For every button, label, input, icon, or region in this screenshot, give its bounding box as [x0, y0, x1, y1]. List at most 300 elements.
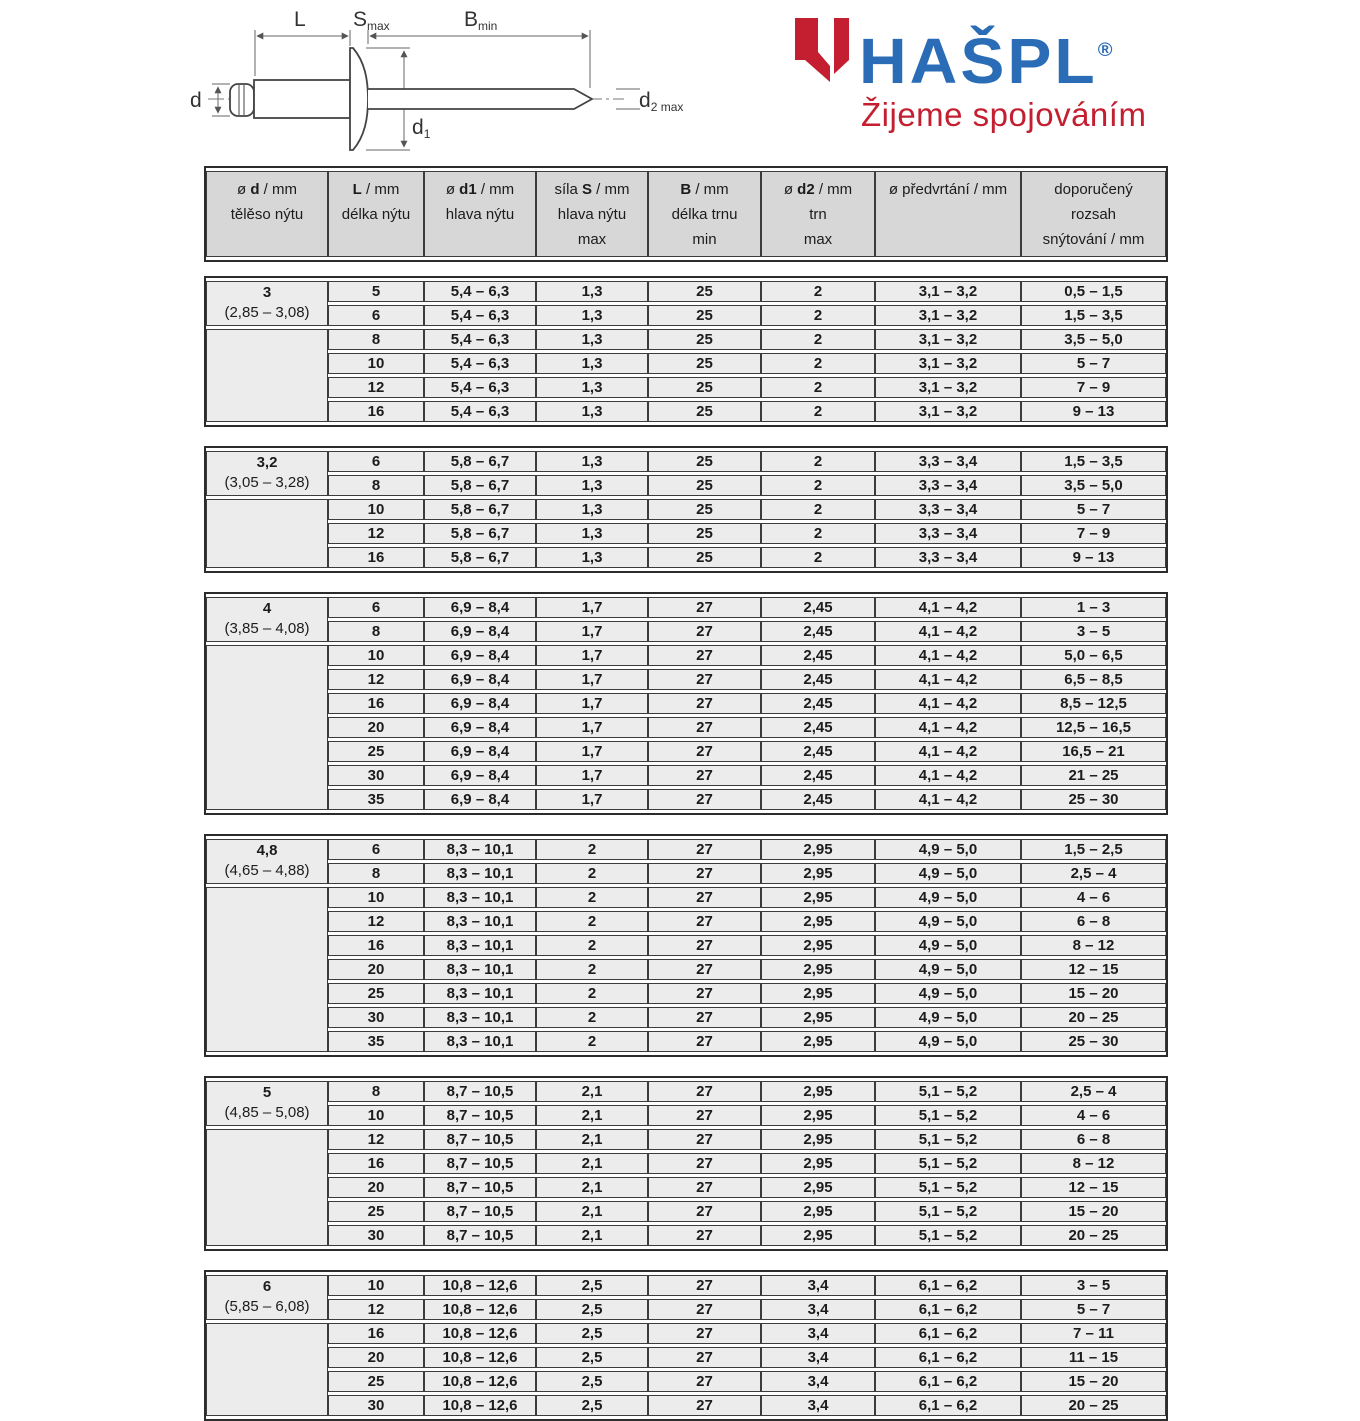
spec-value: 4,1 – 4,2 — [875, 765, 1021, 786]
spec-row — [206, 329, 1166, 350]
spec-value: 3,4 — [761, 1347, 875, 1368]
spec-value: 9 – 13 — [1021, 401, 1166, 422]
spec-row — [206, 959, 1166, 980]
spec-value: 25 – 30 — [1021, 1031, 1166, 1052]
spec-value: 6,9 – 8,4 — [424, 669, 536, 690]
spec-value: 25 — [648, 377, 761, 398]
brand-name — [859, 19, 1113, 97]
spec-value: 12,5 – 16,5 — [1021, 717, 1166, 738]
spec-value: 7 – 11 — [1021, 1323, 1166, 1344]
spec-group-table — [204, 276, 1168, 427]
spec-value: 15 – 20 — [1021, 983, 1166, 1004]
spec-value: 4,9 – 5,0 — [875, 935, 1021, 956]
spec-value: 5,1 – 5,2 — [875, 1201, 1021, 1222]
header-text: max — [577, 231, 607, 248]
spec-value: 3,3 – 3,4 — [875, 475, 1021, 496]
spec-value: 20 – 25 — [1021, 1395, 1166, 1416]
spec-value: 2 — [536, 887, 648, 908]
spec-value: 2,95 — [761, 935, 875, 956]
spec-value: 2 — [761, 475, 875, 496]
rivet-diameter-range: (5,85 – 6,08) — [224, 1298, 310, 1315]
header-text: délka trnu — [671, 206, 738, 223]
spec-value: 2 — [761, 353, 875, 374]
spec-value: 27 — [648, 1201, 761, 1222]
spec-value: 20 – 25 — [1021, 1007, 1166, 1028]
spec-value: 25 — [648, 451, 761, 472]
spec-value: 3,4 — [761, 1323, 875, 1344]
header-symbol: L — [352, 181, 362, 198]
spec-value: 12 — [328, 1129, 424, 1150]
spec-value: 2,45 — [761, 717, 875, 738]
col-header-predvrtani — [875, 171, 1021, 257]
spec-value: 3,4 — [761, 1371, 875, 1392]
spec-value: 5,1 – 5,2 — [875, 1081, 1021, 1102]
spec-row — [206, 839, 1166, 860]
spec-value: 4,9 – 5,0 — [875, 911, 1021, 932]
spec-value: 1 – 3 — [1021, 597, 1166, 618]
spec-value: 25 — [328, 741, 424, 762]
spec-value: 2,95 — [761, 887, 875, 908]
spec-value: 25 — [648, 281, 761, 302]
spec-value: 10,8 – 12,6 — [424, 1275, 536, 1296]
dim-label-d1: d1 — [412, 116, 431, 141]
spec-value: 27 — [648, 839, 761, 860]
dim-label-d2: d2 max — [639, 89, 684, 114]
rivet-diameter: 3 — [262, 284, 272, 301]
spec-value: 5,4 – 6,3 — [424, 305, 536, 326]
spec-value: 1,5 – 3,5 — [1021, 305, 1166, 326]
spec-value: 5,0 – 6,5 — [1021, 645, 1166, 666]
spec-row — [206, 1299, 1166, 1320]
spec-value: 6 — [328, 451, 424, 472]
header-text: min — [692, 231, 717, 248]
spec-value: 2,95 — [761, 983, 875, 1004]
spec-value: 3,3 – 3,4 — [875, 499, 1021, 520]
spec-value: 27 — [648, 1153, 761, 1174]
spec-value: 10 — [328, 1105, 424, 1126]
spec-value: 2,1 — [536, 1153, 648, 1174]
spec-value: 4,1 – 4,2 — [875, 693, 1021, 714]
spec-value: 25 — [328, 1371, 424, 1392]
spec-value: 25 — [328, 1201, 424, 1222]
spec-value: 25 — [648, 353, 761, 374]
spec-value: 6,1 – 6,2 — [875, 1299, 1021, 1320]
spec-value: 2,95 — [761, 1081, 875, 1102]
spec-value: 30 — [328, 1395, 424, 1416]
spec-value: 5 – 7 — [1021, 1299, 1166, 1320]
spec-value: 4,9 – 5,0 — [875, 863, 1021, 884]
spec-value: 1,3 — [536, 499, 648, 520]
header-text: / mm — [476, 181, 515, 198]
group-filler-cell — [206, 887, 328, 1052]
spec-value: 21 – 25 — [1021, 765, 1166, 786]
header-text: trn — [809, 206, 827, 223]
spec-value: 27 — [648, 789, 761, 810]
spec-row — [206, 669, 1166, 690]
spec-value: 2,45 — [761, 669, 875, 690]
brand-text: HAŠPL — [859, 24, 1098, 97]
header-text: ø — [236, 181, 251, 198]
spec-value: 5 — [328, 281, 424, 302]
spec-value: 27 — [648, 887, 761, 908]
spec-value: 3 – 5 — [1021, 621, 1166, 642]
spec-value: 8,3 – 10,1 — [424, 863, 536, 884]
spec-row — [206, 353, 1166, 374]
spec-value: 3,3 – 3,4 — [875, 523, 1021, 544]
spec-row — [206, 1177, 1166, 1198]
spec-row — [206, 741, 1166, 762]
header-text: tělěso nýtu — [230, 206, 304, 223]
spec-value: 1,7 — [536, 645, 648, 666]
spec-value: 6,9 – 8,4 — [424, 693, 536, 714]
spec-value: 2,45 — [761, 789, 875, 810]
spec-value: 1,3 — [536, 547, 648, 568]
spec-value: 1,7 — [536, 741, 648, 762]
spec-value: 10 — [328, 353, 424, 374]
spec-value: 5 – 7 — [1021, 353, 1166, 374]
spec-value: 1,3 — [536, 475, 648, 496]
spec-value: 27 — [648, 1081, 761, 1102]
spec-value: 8,7 – 10,5 — [424, 1129, 536, 1150]
spec-value: 16 — [328, 935, 424, 956]
spec-value: 27 — [648, 1299, 761, 1320]
spec-value: 25 — [648, 547, 761, 568]
spec-group-table — [204, 1076, 1168, 1251]
spec-value: 4,1 – 4,2 — [875, 717, 1021, 738]
spec-value: 7 – 9 — [1021, 377, 1166, 398]
spec-value: 6,1 – 6,2 — [875, 1371, 1021, 1392]
header-text: délka nýtu — [341, 206, 411, 223]
spec-value: 3,1 – 3,2 — [875, 377, 1021, 398]
spec-value: 12 — [328, 669, 424, 690]
spec-value: 12 – 15 — [1021, 959, 1166, 980]
group-filler-cell — [206, 329, 328, 422]
spec-value: 2,95 — [761, 1225, 875, 1246]
spec-value: 5,4 – 6,3 — [424, 353, 536, 374]
spec-value: 2,95 — [761, 911, 875, 932]
spec-value: 27 — [648, 621, 761, 642]
spec-header-table — [204, 166, 1168, 262]
spec-value: 6,1 – 6,2 — [875, 1275, 1021, 1296]
spec-value: 12 — [328, 523, 424, 544]
spec-value: 8,7 – 10,5 — [424, 1153, 536, 1174]
spec-value: 1,3 — [536, 523, 648, 544]
spec-value: 8,5 – 12,5 — [1021, 693, 1166, 714]
spec-value: 25 — [328, 983, 424, 1004]
rivet-size-cell — [206, 451, 328, 496]
rivet-size-cell — [206, 839, 328, 884]
spec-value: 27 — [648, 1129, 761, 1150]
spec-value: 35 — [328, 1031, 424, 1052]
spec-row — [206, 1201, 1166, 1222]
spec-value: 27 — [648, 765, 761, 786]
spec-value: 15 – 20 — [1021, 1201, 1166, 1222]
spec-value: 27 — [648, 983, 761, 1004]
spec-value: 27 — [648, 1007, 761, 1028]
rivet-diameter: 3,2 — [256, 454, 278, 471]
spec-group-table — [204, 446, 1168, 573]
spec-value: 27 — [648, 1323, 761, 1344]
spec-value: 16 — [328, 547, 424, 568]
spec-value: 6,9 – 8,4 — [424, 597, 536, 618]
rivet-size-cell — [206, 1081, 328, 1126]
spec-value: 8,7 – 10,5 — [424, 1201, 536, 1222]
spec-value: 8,3 – 10,1 — [424, 1007, 536, 1028]
spec-row — [206, 1371, 1166, 1392]
spec-value: 8 — [328, 329, 424, 350]
spec-row — [206, 621, 1166, 642]
header-text: snýtování / mm — [1042, 231, 1145, 248]
spec-value: 6,9 – 8,4 — [424, 741, 536, 762]
spec-value: 6 – 8 — [1021, 911, 1166, 932]
spec-row — [206, 789, 1166, 810]
spec-value: 1,3 — [536, 451, 648, 472]
header-text: doporučený — [1054, 181, 1133, 198]
spec-value: 4,1 – 4,2 — [875, 645, 1021, 666]
spec-value: 1,7 — [536, 621, 648, 642]
spec-value: 10 — [328, 499, 424, 520]
spec-row — [206, 547, 1166, 568]
col-header-d2 — [761, 171, 875, 257]
spec-row — [206, 935, 1166, 956]
group-filler-cell — [206, 1129, 328, 1246]
spec-value: 4,1 – 4,2 — [875, 621, 1021, 642]
registered-mark: ® — [1097, 39, 1113, 61]
spec-row — [206, 1153, 1166, 1174]
spec-row — [206, 1275, 1166, 1296]
spec-value: 6,5 – 8,5 — [1021, 669, 1166, 690]
spec-value: 3 – 5 — [1021, 1275, 1166, 1296]
spec-row — [206, 693, 1166, 714]
spec-row — [206, 305, 1166, 326]
spec-value: 8 — [328, 863, 424, 884]
header-text: / mm — [814, 181, 853, 198]
spec-value: 25 — [648, 523, 761, 544]
spec-value: 11 – 15 — [1021, 1347, 1166, 1368]
header-text — [878, 227, 1018, 252]
spec-value: 25 — [648, 401, 761, 422]
spec-value: 27 — [648, 1371, 761, 1392]
spec-row — [206, 765, 1166, 786]
spec-row — [206, 1007, 1166, 1028]
spec-value: 3,1 – 3,2 — [875, 281, 1021, 302]
spec-value: 2 — [536, 935, 648, 956]
header-text: ø — [783, 181, 798, 198]
spec-value: 5,4 – 6,3 — [424, 281, 536, 302]
spec-value: 5,4 – 6,3 — [424, 401, 536, 422]
spec-value: 27 — [648, 741, 761, 762]
spec-value: 3,4 — [761, 1299, 875, 1320]
spec-value: 2 — [536, 911, 648, 932]
spec-value: 6,1 – 6,2 — [875, 1395, 1021, 1416]
spec-value: 27 — [648, 645, 761, 666]
spec-value: 2 — [761, 305, 875, 326]
spec-value: 3,5 – 5,0 — [1021, 329, 1166, 350]
spec-value: 5,1 – 5,2 — [875, 1105, 1021, 1126]
spec-value: 3,3 – 3,4 — [875, 547, 1021, 568]
spec-value: 2,1 — [536, 1225, 648, 1246]
spec-value: 1,3 — [536, 377, 648, 398]
spec-value: 2,45 — [761, 765, 875, 786]
spec-value: 9 – 13 — [1021, 547, 1166, 568]
spec-value: 5,4 – 6,3 — [424, 329, 536, 350]
spec-value: 6 — [328, 305, 424, 326]
spec-value: 8,3 – 10,1 — [424, 935, 536, 956]
spec-value: 8 — [328, 475, 424, 496]
spec-group-table — [204, 592, 1168, 815]
header-text: hlava nýtu — [445, 206, 515, 223]
spec-value: 5 – 7 — [1021, 499, 1166, 520]
spec-value: 2 — [536, 983, 648, 1004]
spec-value: 2,95 — [761, 1031, 875, 1052]
group-filler-cell — [206, 499, 328, 568]
spec-value: 8,3 – 10,1 — [424, 839, 536, 860]
haspl-logo — [795, 18, 1146, 133]
header-text: / mm — [592, 181, 630, 198]
rivet-diameter: 6 — [262, 1278, 272, 1295]
spec-value: 3,1 – 3,2 — [875, 401, 1021, 422]
spec-value: 2,1 — [536, 1129, 648, 1150]
group-filler-cell — [206, 645, 328, 810]
spec-value: 8 – 12 — [1021, 1153, 1166, 1174]
spec-value: 4,9 – 5,0 — [875, 959, 1021, 980]
spec-value: 8,7 – 10,5 — [424, 1225, 536, 1246]
spec-value: 4,9 – 5,0 — [875, 887, 1021, 908]
rivet-diameter: 5 — [262, 1084, 272, 1101]
spec-value: 4,9 – 5,0 — [875, 1031, 1021, 1052]
rivet-diameter-range: (4,65 – 4,88) — [224, 862, 310, 879]
spec-value: 12 — [328, 911, 424, 932]
header-text — [427, 227, 533, 252]
group-filler-cell — [206, 1323, 328, 1416]
spec-value: 2,95 — [761, 1129, 875, 1150]
spec-value: 5,8 – 6,7 — [424, 475, 536, 496]
spec-value: 6 – 8 — [1021, 1129, 1166, 1150]
spec-value: 2,1 — [536, 1177, 648, 1198]
spec-value: 5,1 – 5,2 — [875, 1153, 1021, 1174]
spec-value: 4,9 – 5,0 — [875, 839, 1021, 860]
spec-row — [206, 401, 1166, 422]
spec-value: 10 — [328, 887, 424, 908]
spec-value: 4,9 – 5,0 — [875, 983, 1021, 1004]
spec-value: 30 — [328, 1007, 424, 1028]
spec-value: 2,95 — [761, 1105, 875, 1126]
spec-row — [206, 377, 1166, 398]
spec-value: 3,3 – 3,4 — [875, 451, 1021, 472]
spec-value: 16 — [328, 1323, 424, 1344]
spec-group-table — [204, 1270, 1168, 1421]
spec-row — [206, 1395, 1166, 1416]
spec-value: 10 — [328, 1275, 424, 1296]
spec-row — [206, 499, 1166, 520]
header-symbol: d2 — [797, 181, 815, 198]
spec-value: 2 — [536, 1007, 648, 1028]
spec-value: 8,3 – 10,1 — [424, 1031, 536, 1052]
spec-row — [206, 1129, 1166, 1150]
spec-row — [206, 1323, 1166, 1344]
spec-value: 4 – 6 — [1021, 887, 1166, 908]
spec-value: 1,7 — [536, 597, 648, 618]
spec-value: 6,9 – 8,4 — [424, 621, 536, 642]
spec-value: 2,5 – 4 — [1021, 863, 1166, 884]
rivet-outline — [230, 48, 592, 150]
brand-tagline: Žijeme spojováním — [861, 96, 1147, 133]
spec-value: 2,5 — [536, 1347, 648, 1368]
spec-value: 20 — [328, 717, 424, 738]
spec-value: 5,1 – 5,2 — [875, 1177, 1021, 1198]
spec-value: 10,8 – 12,6 — [424, 1371, 536, 1392]
header-text — [878, 202, 1018, 227]
col-header-d — [206, 171, 328, 257]
spec-value: 8 – 12 — [1021, 935, 1166, 956]
spec-value: 30 — [328, 765, 424, 786]
spec-value: 2 — [536, 1031, 648, 1052]
spec-value: 2 — [761, 329, 875, 350]
spec-value: 27 — [648, 1105, 761, 1126]
spec-value: 16 — [328, 401, 424, 422]
spec-value: 4,1 – 4,2 — [875, 741, 1021, 762]
col-header-S — [536, 171, 648, 257]
spec-row — [206, 863, 1166, 884]
spec-value: 1,7 — [536, 717, 648, 738]
spec-value: 27 — [648, 1395, 761, 1416]
spec-value: 1,7 — [536, 693, 648, 714]
spec-value: 2,45 — [761, 741, 875, 762]
header-symbol: S — [582, 181, 593, 198]
spec-value: 2,95 — [761, 1153, 875, 1174]
spec-value: 12 — [328, 1299, 424, 1320]
spec-value: 2,5 — [536, 1371, 648, 1392]
spec-value: 25 — [648, 475, 761, 496]
spec-value: 20 — [328, 959, 424, 980]
spec-value: 2,1 — [536, 1201, 648, 1222]
header-text: max — [803, 231, 833, 248]
header-text: rozsah — [1070, 206, 1117, 223]
spec-value: 27 — [648, 1347, 761, 1368]
rivet-diameter-range: (3,05 – 3,28) — [224, 474, 310, 491]
spec-value: 7 – 9 — [1021, 523, 1166, 544]
spec-value: 27 — [648, 959, 761, 980]
spec-value: 27 — [648, 935, 761, 956]
col-header-L — [328, 171, 424, 257]
spec-group-table — [204, 834, 1168, 1057]
spec-value: 6 — [328, 839, 424, 860]
header-text: ø — [445, 181, 460, 198]
rivet-diameter-range: (2,85 – 3,08) — [224, 304, 310, 321]
spec-value: 1,7 — [536, 765, 648, 786]
spec-row — [206, 1081, 1166, 1102]
spec-value: 8,3 – 10,1 — [424, 911, 536, 932]
spec-value: 2 — [761, 523, 875, 544]
spec-value: 2 — [536, 959, 648, 980]
spec-value: 5,8 – 6,7 — [424, 523, 536, 544]
spec-value: 2,5 — [536, 1275, 648, 1296]
spec-value: 25 – 30 — [1021, 789, 1166, 810]
spec-tables — [204, 166, 1164, 1421]
spec-value: 1,3 — [536, 281, 648, 302]
spec-value: 3,4 — [761, 1275, 875, 1296]
header-text — [209, 227, 325, 252]
col-header-d1 — [424, 171, 536, 257]
spec-value: 16 — [328, 693, 424, 714]
spec-value: 20 – 25 — [1021, 1225, 1166, 1246]
header-text: / mm — [691, 181, 729, 198]
spec-value: 2 — [761, 547, 875, 568]
spec-value: 4,1 – 4,2 — [875, 597, 1021, 618]
spec-value: 5,4 – 6,3 — [424, 377, 536, 398]
spec-value: 1,7 — [536, 789, 648, 810]
spec-row — [206, 717, 1166, 738]
